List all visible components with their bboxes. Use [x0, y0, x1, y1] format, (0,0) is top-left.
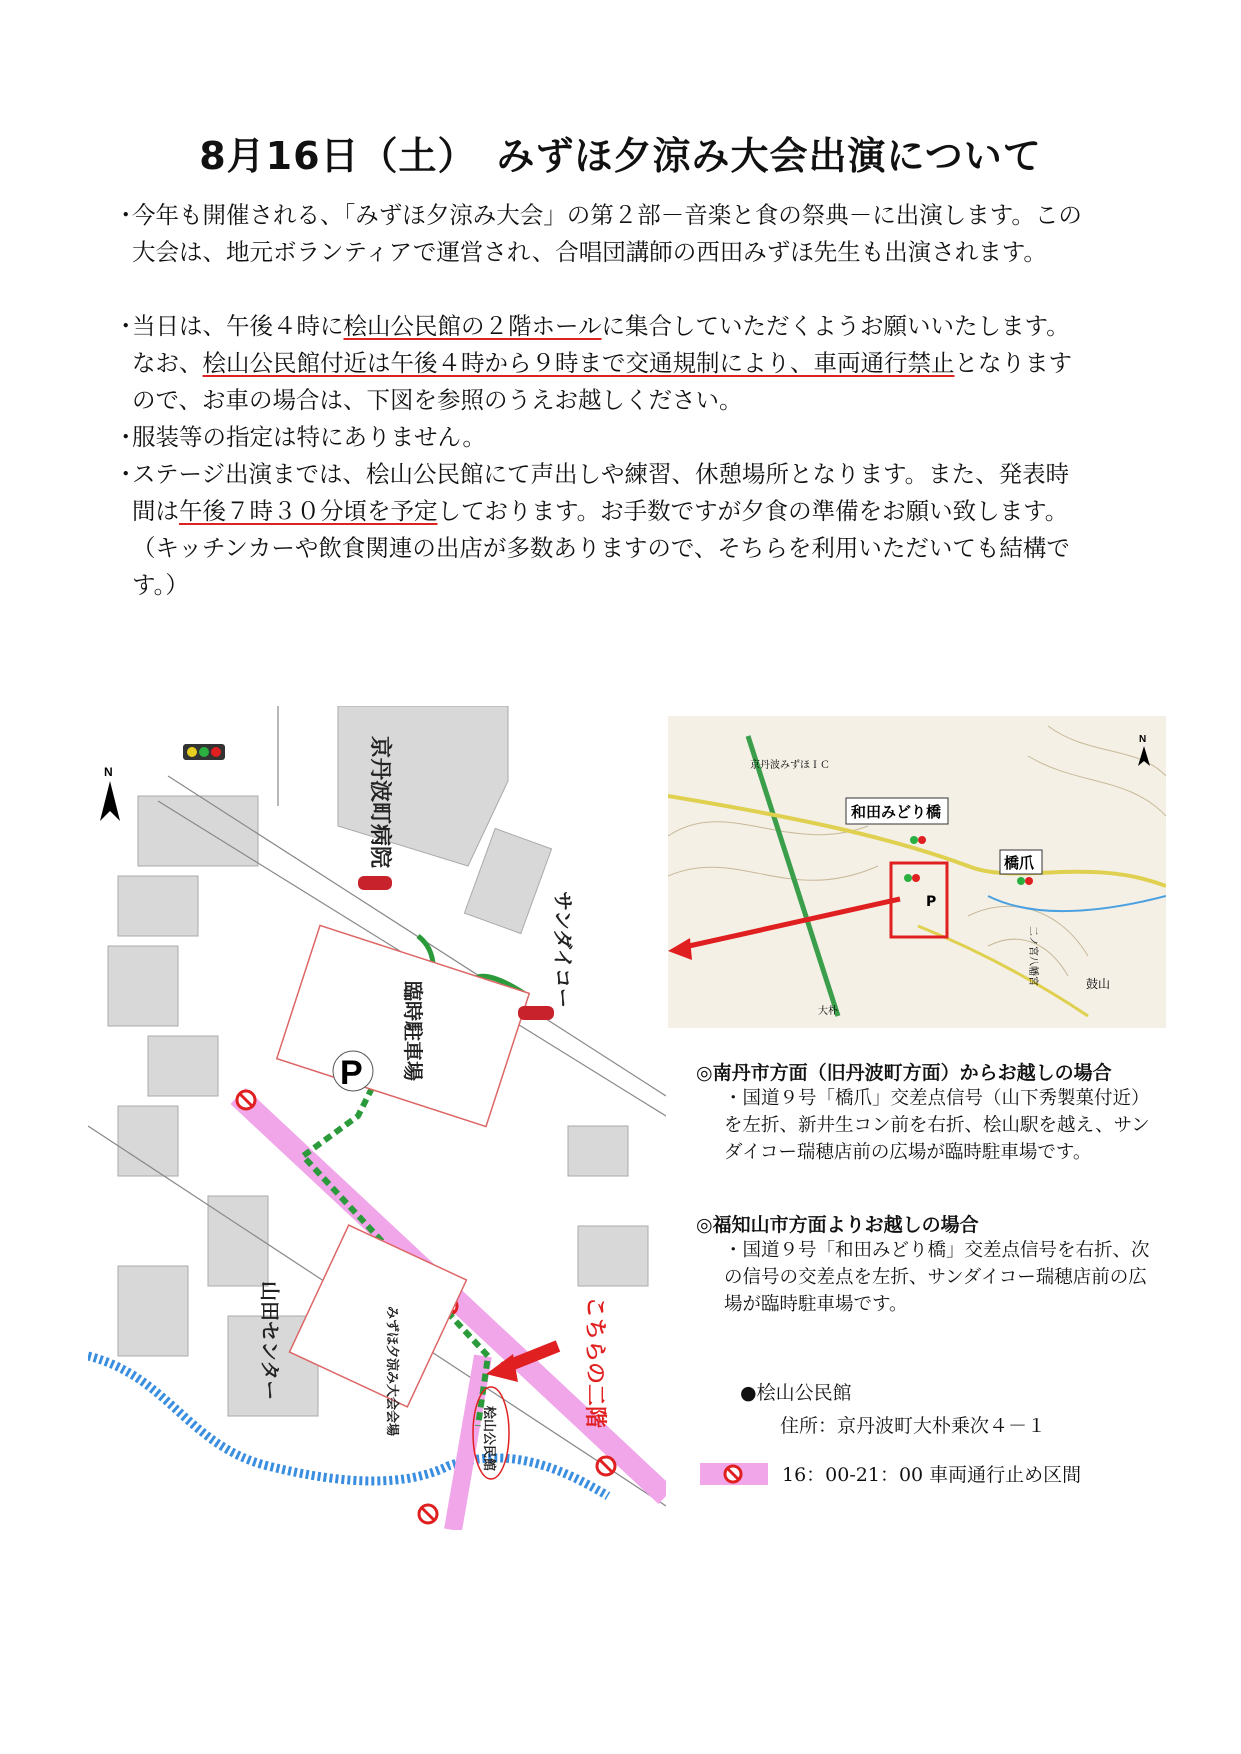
- text-segment: 当日は、午後４時に: [132, 312, 344, 340]
- hashizume-label: 橋爪: [1004, 854, 1035, 872]
- hospital-label: 京丹波町病院: [367, 736, 392, 869]
- underlined-text: 午後７時３０分頃を予定: [179, 497, 438, 525]
- second-floor-label: こちらの二階: [582, 1296, 607, 1429]
- hall-label: 桧山公民館: [481, 1406, 496, 1472]
- paragraph-text: [132, 308, 1092, 419]
- area-map: [668, 716, 1166, 1028]
- bullet-mark: ・: [114, 312, 138, 340]
- ic-label: 京丹波みずほＩＣ: [750, 760, 830, 771]
- mountain-label: 鼓山: [1086, 977, 1111, 991]
- wada-bridge-label: 和田みどり橋: [851, 803, 942, 821]
- bullet-paragraph: [114, 308, 1092, 419]
- venue-info: [740, 1377, 1046, 1443]
- paragraph-text: [132, 456, 1092, 604]
- legend: [700, 1460, 1081, 1487]
- store-label: サンダイコー: [551, 891, 575, 1008]
- legend-text: 16：00-21：00 車両通行止め区間: [782, 1464, 1082, 1486]
- directions-nantan: [696, 1058, 1164, 1166]
- inset-parking: P: [926, 894, 937, 910]
- ohara-label: 大朴: [818, 1006, 838, 1017]
- directions-fukuchiyama: [696, 1210, 1164, 1318]
- page-title: 8月16日（土） みずほ夕涼み大会出演について: [199, 134, 1042, 178]
- parking-mark: P: [340, 1054, 363, 1092]
- text-segment: ステージ出演までは、桧山公民館にて声出しや練習、休憩場所となります。また、発表時間は: [132, 460, 1070, 525]
- bullet-paragraph: [114, 197, 1092, 271]
- directions-heading: ◎南丹市方面（旧丹波町方面）からお越しの場合: [696, 1062, 1112, 1084]
- venue-area-label: みずほ夕涼み大会会場: [384, 1306, 399, 1437]
- directions-heading: ◎福知山市方面よりお越しの場合: [696, 1214, 979, 1236]
- parking-label: 臨時駐車場: [401, 981, 425, 1081]
- center-label: 山田センター: [258, 1281, 282, 1401]
- underlined-text: 桧山公民館の２階ホール: [343, 312, 602, 340]
- no-entry-icon: [722, 1463, 744, 1485]
- inset-north: N: [1139, 734, 1147, 745]
- text-segment: 服装等の指定は特にありません。: [132, 423, 486, 451]
- underlined-text: 桧山公民館付近は午後４時から９時まで交通規制により、車両通行禁止: [202, 349, 955, 377]
- text-segment: となりますので、お車の場合は、下図を参照のうえお越しください。: [132, 349, 1072, 414]
- venue-map: [88, 706, 666, 1530]
- north-label: N: [104, 765, 113, 779]
- shrine-label: 二ノ宮八幡宮: [1027, 926, 1038, 986]
- paragraph-text: [132, 419, 1092, 456]
- venue-name: ●桧山公民館: [740, 1382, 852, 1404]
- text-segment: 今年も開催される、「みずほ夕涼み大会」の第２部－音楽と食の祭典－に出演します。この大会は、地元ボランティアで運営され、合唱団講師の西田みずほ先生も出演されます。: [132, 201, 1082, 266]
- text-segment: しております。お手数ですが夕食の準備をお願い致します。（キッチンカーや飲食関連の出店が多数ありますので、そちらを利用いただいても結構です。）: [132, 497, 1070, 599]
- directions-body: ・国道９号「和田みどり橋」交差点信号を右折、次の信号の交差点を左折、サンダイコー瑞穂店前の広場が臨時駐車場です。: [724, 1240, 1150, 1315]
- paragraph-text: [132, 197, 1092, 271]
- closed-road-swatch: [700, 1463, 768, 1485]
- text-segment: に集合していただくようお願いいたします。なお、: [132, 312, 1070, 377]
- directions-body: ・国道９号「橋爪」交差点信号（山下秀製菓付近）を左折、新井生コン前を右折、桧山駅を越え、サンダイコー瑞穂店前の広場が臨時駐車場です。: [724, 1088, 1150, 1163]
- venue-address: 住所：京丹波町大朴乗次４－１: [780, 1415, 1047, 1437]
- bullet-paragraph: [114, 456, 1092, 604]
- bullet-mark: ・: [114, 201, 138, 229]
- bullet-mark: ・: [114, 423, 138, 451]
- bullet-paragraph: [114, 419, 1092, 456]
- bullet-mark: ・: [114, 460, 138, 488]
